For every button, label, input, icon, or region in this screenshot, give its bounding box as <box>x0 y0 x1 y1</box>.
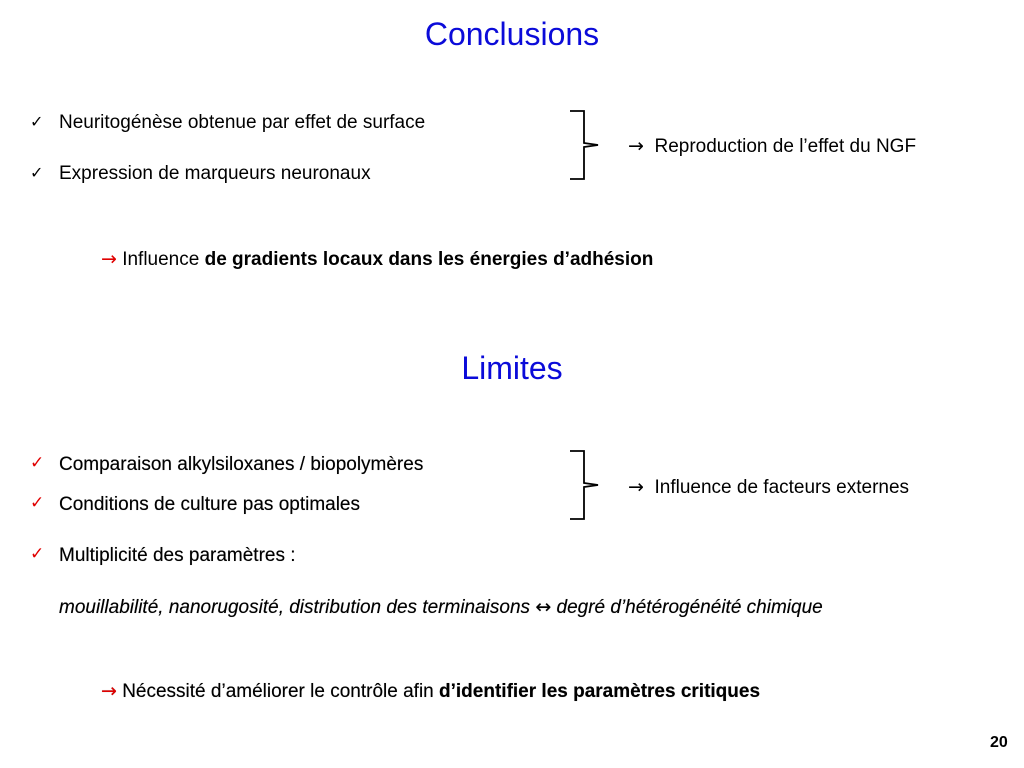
red-right-arrow-icon: → <box>101 680 117 702</box>
double-arrow-icon: ↔ <box>535 596 552 618</box>
facteurs-externes-text: Influence de facteurs externes <box>654 477 910 498</box>
red-checkmark-icon: ✓ <box>30 453 45 473</box>
red-right-arrow-icon: → <box>101 248 117 270</box>
page-number: 20 <box>990 734 1008 751</box>
limites-title: Limites <box>461 350 563 386</box>
conclusion-item-marqueurs: Expression de marqueurs neuronaux <box>59 163 371 184</box>
red-checkmark-icon: ✓ <box>30 544 45 564</box>
limite-item-conditions: Conditions de culture pas optimales <box>59 494 361 515</box>
right-brace-icon <box>570 450 600 520</box>
influence-prefix: Influence <box>122 249 205 270</box>
limite-item-multiplicite: Multiplicité des paramètres : <box>59 545 296 566</box>
right-arrow-icon: → <box>628 135 644 157</box>
right-arrow-icon: → <box>628 476 644 498</box>
parameters-line <box>59 596 823 619</box>
necessity-line <box>101 680 760 703</box>
parameters-left: mouillabilité, nanorugosité, distribution des terminaisons <box>59 597 531 618</box>
limites-brace-result <box>628 476 909 499</box>
conclusion-item-neuritogenese: Neuritogénèse obtenue par effet de surface <box>59 112 426 133</box>
limite-item-comparaison: Comparaison alkylsiloxanes / biopolymères <box>59 454 424 475</box>
red-checkmark-icon: ✓ <box>30 493 45 513</box>
parameters-right: degré d’hétérogénéité chimique <box>556 597 823 618</box>
conclusion-brace-result <box>628 135 916 158</box>
influence-bold: de gradients locaux dans les énergies d’adhésion <box>204 249 654 270</box>
checkmark-icon: ✓ <box>30 163 44 182</box>
influence-line <box>101 248 653 271</box>
necessity-bold: d’identifier les paramètres critiques <box>439 681 761 702</box>
conclusions-title: Conclusions <box>424 16 600 52</box>
checkmark-icon: ✓ <box>30 112 44 131</box>
right-brace-icon <box>570 110 600 180</box>
reproduction-ngf-text: Reproduction de l’effet du NGF <box>654 136 917 157</box>
necessity-prefix: Nécessité d’améliorer le contrôle afin <box>122 681 440 702</box>
